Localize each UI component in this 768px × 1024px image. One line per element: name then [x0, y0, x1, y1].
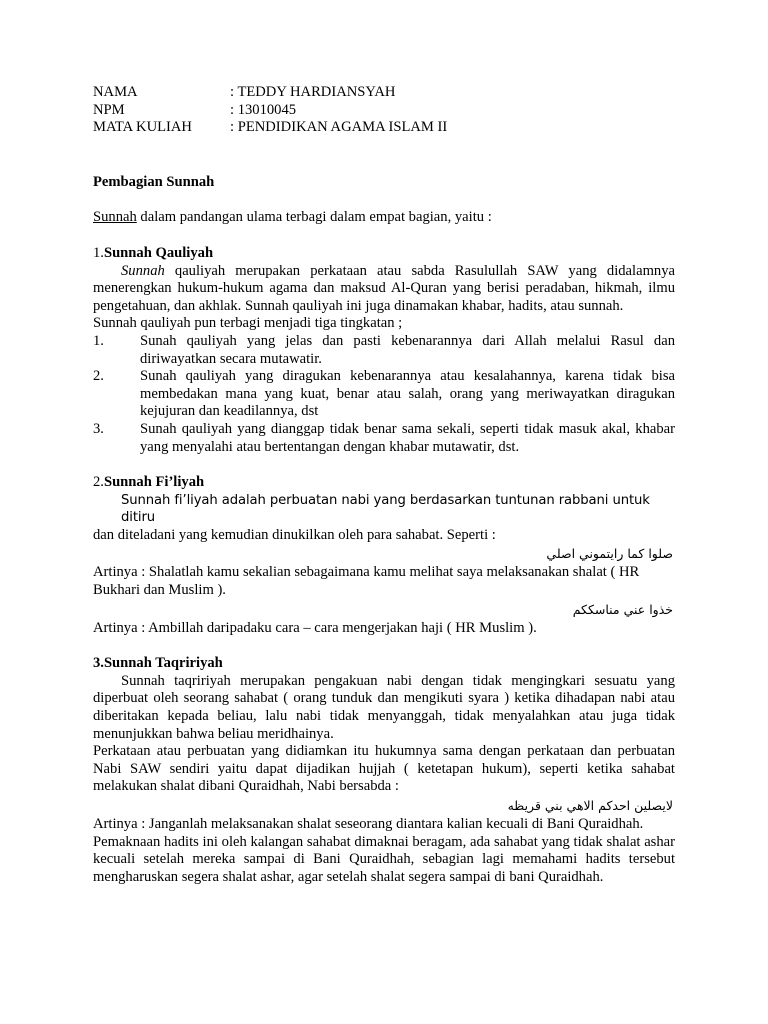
header-value: : PENDIDIKAN AGAMA ISLAM II — [230, 119, 448, 136]
qauliyah-list — [93, 333, 675, 456]
section-title: Sunnah Qauliyah — [103, 244, 214, 261]
header-row-nama — [93, 84, 675, 102]
header-label: NAMA — [93, 84, 138, 100]
intro-paragraph — [93, 209, 675, 227]
section-1-paragraph — [93, 263, 675, 316]
list-number: 1. — [93, 332, 104, 349]
italic-term: Sunnah — [121, 262, 165, 279]
document-title: Pembagian Sunnah — [93, 173, 215, 190]
header-block — [93, 84, 675, 137]
header-row-npm — [93, 102, 675, 120]
paragraph-text: qauliyah merupakan perkataan atau sabda Rasulullah SAW yang didalamnya menerengkan hukum-hukum agama dan maksud Al-Quran yang berisi peradaban, hikmah, ilmu pengetahuan, dan akhlak. Sunnah qauliyah ini juga dinamakan khabar, hadits, atau sunnah. — [93, 262, 675, 314]
arabic-hadith-1: صلوا كما رايتموني اصلي — [546, 546, 673, 562]
document-page — [93, 84, 675, 886]
list-text: Sunah qauliyah yang jelas dan pasti kebenarannya dari Allah melalui Rasul dan diriwayatkan secara mutawatir. — [140, 332, 675, 367]
section-number: 1. — [93, 244, 104, 261]
section-3-paragraph-2: Perkataan atau perbuatan yang didiamkan itu hukumnya sama dengan perkataan dan perbuatan Nabi SAW sendiri yaitu dapat dijadikan hujjah ( ketetapan hukum), seperti ketika sahabat melakukan shalat dibani Quraidhah, Nabi bersabda : — [93, 743, 675, 795]
translation-2: Artinya : Ambillah daripadaku cara – cara mengerjakan haji ( HR Muslim ). — [93, 619, 537, 636]
intro-text: dalam pandangan ulama terbagi dalam empat bagian, yaitu : — [136, 209, 492, 226]
section-2-paragraph-line-1: Sunnah fi’liyah adalah perbuatan nabi yang berdasarkan tuntunan rabbani untuk ditiru — [121, 492, 650, 526]
list-text: Sunah qauliyah yang diragukan kebenarannya atau kesalahannya, karena tidak bisa membedakan mana yang kuat, benar atau salah, orang yang meriwayatkan diragukan kejujuran dan keadilannya, dst — [140, 368, 675, 420]
section-2-paragraph-line-2: dan diteladani yang kemudian dinukilkan oleh para sahabat. Seperti : — [93, 526, 496, 543]
list-item — [93, 333, 675, 368]
translation-3: Artinya : Janganlah melaksanakan shalat seseorang diantara kalian kecuali di Bani Quraidhah. — [93, 816, 644, 832]
section-3-heading: 3.Sunnah Taqririyah — [93, 655, 223, 672]
header-label: MATA KULIAH — [93, 119, 192, 136]
arabic-hadith-2: خذوا عني مناسككم — [572, 601, 673, 617]
section-number: 2. — [93, 474, 104, 491]
intro-term: Sunnah — [93, 209, 137, 226]
list-item — [93, 368, 675, 421]
list-item — [93, 421, 675, 456]
arabic-hadith-3: لايصلين احدكم الاهي بني قريظه — [507, 798, 673, 813]
section-2-heading — [93, 474, 675, 492]
list-number: 3. — [93, 420, 104, 437]
header-label: NPM — [93, 101, 125, 118]
section-title: Sunnah Fi’liyah — [103, 474, 205, 491]
section-1-heading — [93, 245, 675, 263]
header-value: : 13010045 — [230, 101, 297, 118]
header-row-mata-kuliah — [93, 119, 675, 137]
header-value: : TEDDY HARDIANSYAH — [230, 84, 396, 100]
section-3-paragraph-3: Pemaknaan hadits ini oleh kalangan sahabat dimaknai beragam, ada sahabat yang tidak shalat ashar kecuali setelah mereka sampai di Bani Quraidhah, sebagian lagi memahami hadits tersebut mengharuskan segera shalat ashar, agar setelah shalat segera sampai di bani Quraidhah. — [93, 833, 675, 885]
translation-1: Artinya : Shalatlah kamu sekalian sebagaimana kamu melihat saya melaksanakan shalat ( HR Bukhari dan Muslim ). — [93, 564, 640, 599]
list-number: 2. — [93, 368, 104, 385]
section-1-paragraph-2: Sunnah qauliyah pun terbagi menjadi tiga tingkatan ; — [93, 315, 403, 332]
section-3-paragraph-1: Sunnah taqririyah merupakan pengakuan nabi dengan tidak mengingkari sesuatu yang diperbuat oleh seorang sahabat ( orang tunduk dan mengikuti syara ) ketika dihadapan nabi atau diberitakan kepada beliau, lalu nabi tidak menyanggah, tidak menyalahkan atau juga tidak menunjukkan bahwa beliau meridhainya. — [93, 672, 675, 742]
list-text: Sunah qauliyah yang dianggap tidak benar sama sekali, seperti tidak masuk akal, khabar yang menyalahi atau bertentangan dengan khabar mutawatir, dst. — [140, 420, 675, 455]
